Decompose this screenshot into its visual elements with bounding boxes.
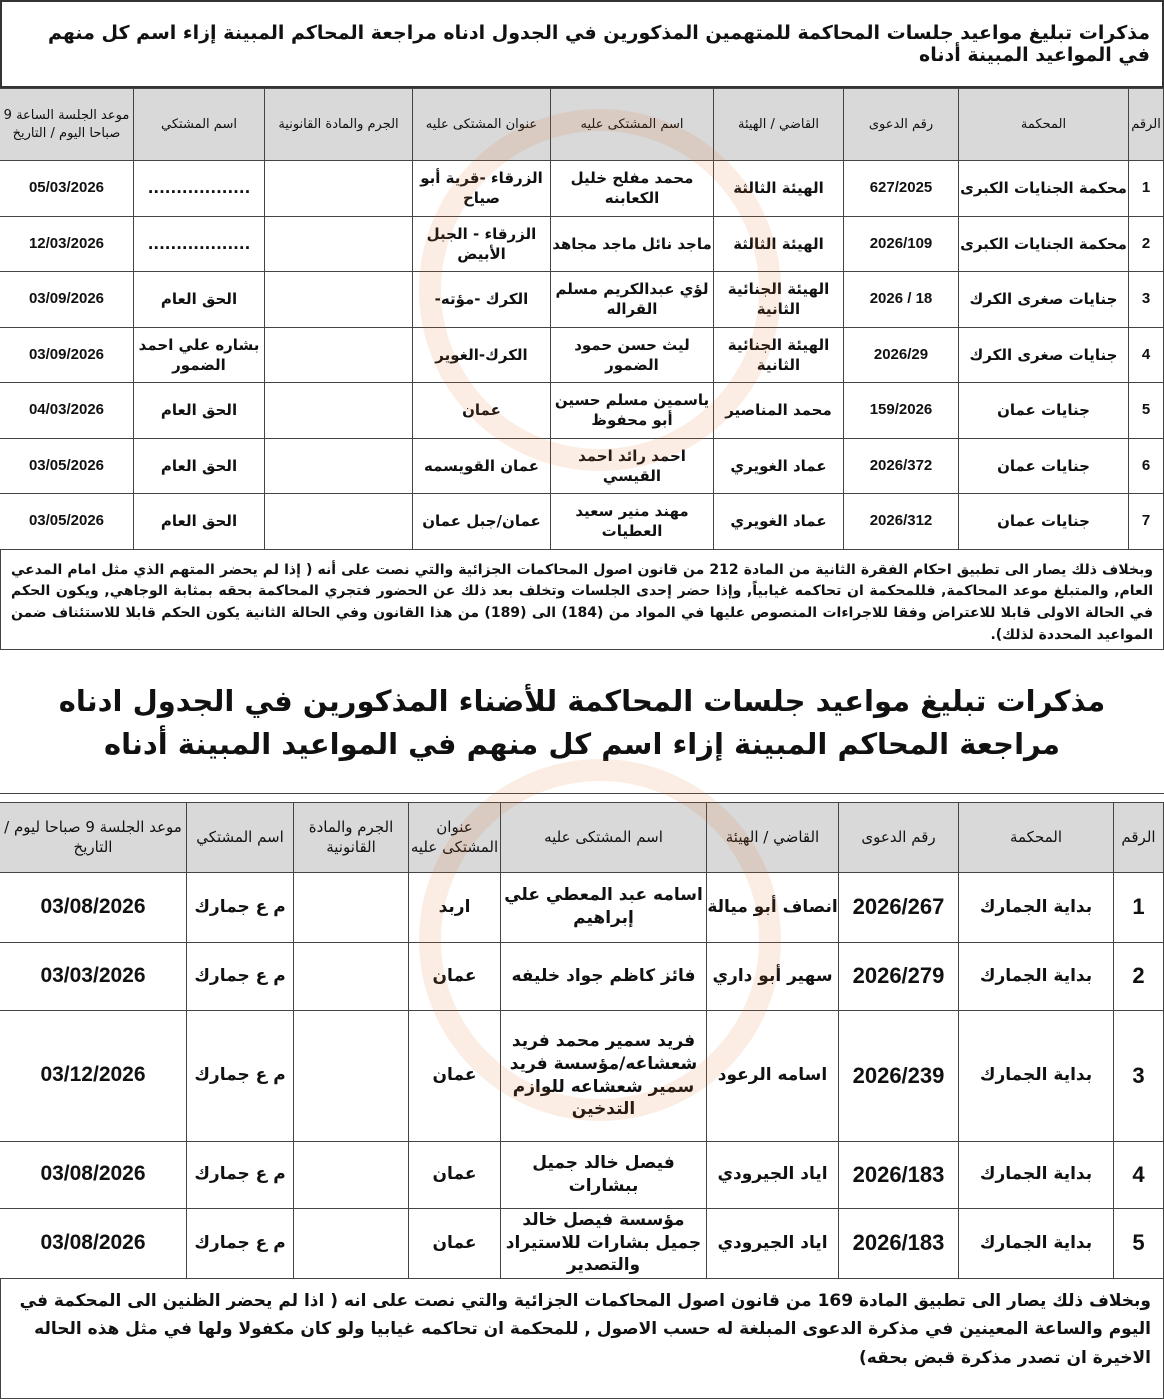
session-date-cell: 03/05/2026 bbox=[0, 438, 134, 494]
defendant-address-cell: الزرقاء -قرية أبو صياح bbox=[413, 161, 551, 217]
defendant-name-cell: مؤسسة فيصل خالد جميل بشارات للاستيراد والتصدير bbox=[501, 1208, 707, 1278]
judge-panel-cell: اياد الجيرودي bbox=[707, 1208, 839, 1278]
session-date-cell: 03/08/2026 bbox=[0, 1141, 187, 1208]
defendant-name-cell: لؤي عبدالكريم مسلم القراله bbox=[551, 272, 714, 328]
defendant-name-cell: ليث حسن حمود الضمور bbox=[551, 327, 714, 383]
header-case-number: رقم الدعوى bbox=[844, 89, 959, 161]
charge-article-cell bbox=[294, 1010, 409, 1141]
court-cell: بداية الجمارك bbox=[959, 1208, 1114, 1278]
judge-panel-cell: انصاف أبو ميالة bbox=[707, 872, 839, 942]
defendant-name-cell: فيصل خالد جميل ببشارات bbox=[501, 1141, 707, 1208]
complainant-name-cell: م ع جمارك bbox=[187, 1141, 294, 1208]
complainant-name-cell: م ع جمارك bbox=[187, 942, 294, 1010]
complainant-name-cell: الحق العام bbox=[134, 438, 265, 494]
judge-panel-cell: محمد المناصير bbox=[714, 383, 844, 439]
defendant-name-cell: اسامه عبد المعطي علي إبراهيم bbox=[501, 872, 707, 942]
header-defendant-address: عنوان المشتكى عليه bbox=[409, 802, 501, 872]
row-number-cell: 4 bbox=[1129, 327, 1164, 383]
defendant-name-cell: ياسمين مسلم حسين أبو محفوظ bbox=[551, 383, 714, 439]
charge-article-cell bbox=[294, 1208, 409, 1278]
row-number-cell: 4 bbox=[1114, 1141, 1164, 1208]
row-number-cell: 1 bbox=[1129, 161, 1164, 217]
court-cell: جنايات عمان bbox=[959, 438, 1129, 494]
defendant-name-cell: محمد مفلح خليل الكعابنه bbox=[551, 161, 714, 217]
header-defendant-name: اسم المشتكى عليه bbox=[551, 89, 714, 161]
case-number-cell: 627/2025 bbox=[844, 161, 959, 217]
table-row bbox=[0, 872, 1164, 942]
session-date-cell: 03/09/2026 bbox=[0, 272, 134, 328]
session-date-cell: 03/09/2026 bbox=[0, 327, 134, 383]
session-date-cell: 12/03/2026 bbox=[0, 216, 134, 272]
judge-panel-cell: الهيئة الثالثة bbox=[714, 216, 844, 272]
court-cell: جنايات صغرى الكرك bbox=[959, 327, 1129, 383]
table-row bbox=[0, 327, 1164, 383]
judge-panel-cell: عماد الغويري bbox=[714, 438, 844, 494]
case-number-cell: 2026/29 bbox=[844, 327, 959, 383]
row-number-cell: 2 bbox=[1114, 942, 1164, 1010]
complainant-name-cell: بشاره علي احمد الضمور bbox=[134, 327, 265, 383]
session-date-cell: 05/03/2026 bbox=[0, 161, 134, 217]
case-number-cell: 2026/372 bbox=[844, 438, 959, 494]
complainant-name-cell: الحق العام bbox=[134, 272, 265, 328]
defendant-name-cell: مهند منير سعيد العطيات bbox=[551, 494, 714, 550]
complainant-name-cell: .................. bbox=[134, 161, 265, 217]
table-row bbox=[0, 1141, 1164, 1208]
notice1-header-row bbox=[0, 89, 1164, 161]
notice2-header-row bbox=[0, 802, 1164, 872]
notice2-table bbox=[0, 802, 1164, 1279]
defendant-name-cell: ماجد نائل ماجد مجاهد bbox=[551, 216, 714, 272]
complainant-name-cell: م ع جمارك bbox=[187, 872, 294, 942]
defendant-address-cell: اربد bbox=[409, 872, 501, 942]
defendant-name-cell: فريد سمير محمد فريد شعشاعه/مؤسسة فريد سمير شعشاعه للوازم التدخين bbox=[501, 1010, 707, 1141]
row-number-cell: 3 bbox=[1129, 272, 1164, 328]
defendant-address-cell: عمان bbox=[409, 1141, 501, 1208]
header-session-date: موعد الجلسة 9 صباحا ليوم / التاريخ bbox=[0, 802, 187, 872]
court-cell: بداية الجمارك bbox=[959, 1010, 1114, 1141]
header-complainant-name: اسم المشتكي bbox=[187, 802, 294, 872]
court-cell: بداية الجمارك bbox=[959, 942, 1114, 1010]
case-number-cell: 2026/279 bbox=[839, 942, 959, 1010]
judge-panel-cell: الهيئة الجنائية الثانية bbox=[714, 272, 844, 328]
table-row bbox=[0, 383, 1164, 439]
header-charge-article: الجرم والمادة القانونية bbox=[265, 89, 413, 161]
table-row bbox=[0, 161, 1164, 217]
row-number-cell: 6 bbox=[1129, 438, 1164, 494]
judge-panel-cell: اياد الجيرودي bbox=[707, 1141, 839, 1208]
case-number-cell: 2026/109 bbox=[844, 216, 959, 272]
case-number-cell: 18 / 2026 bbox=[844, 272, 959, 328]
complainant-name-cell: الحق العام bbox=[134, 383, 265, 439]
charge-article-cell bbox=[265, 161, 413, 217]
charge-article-cell bbox=[265, 438, 413, 494]
session-date-cell: 03/05/2026 bbox=[0, 494, 134, 550]
complainant-name-cell: .................. bbox=[134, 216, 265, 272]
judge-panel-cell: سهير أبو داري bbox=[707, 942, 839, 1010]
table-row bbox=[0, 272, 1164, 328]
header-session-date: موعد الجلسة الساعة 9 صباحا اليوم / التاريخ bbox=[0, 89, 134, 161]
header-case-number: رقم الدعوى bbox=[839, 802, 959, 872]
row-number-cell: 5 bbox=[1129, 383, 1164, 439]
header-court: المحكمة bbox=[959, 802, 1114, 872]
defendant-address-cell: الكرك-الغوير bbox=[413, 327, 551, 383]
header-defendant-address: عنوان المشتكى عليه bbox=[413, 89, 551, 161]
table-row bbox=[0, 1208, 1164, 1278]
defendant-name-cell: فائز كاظم جواد خليفه bbox=[501, 942, 707, 1010]
charge-article-cell bbox=[294, 942, 409, 1010]
defendant-address-cell: عمان bbox=[409, 1208, 501, 1278]
judge-panel-cell: عماد الغويري bbox=[714, 494, 844, 550]
defendant-address-cell: عمان bbox=[409, 1010, 501, 1141]
session-date-cell: 03/03/2026 bbox=[0, 942, 187, 1010]
court-cell: جنايات عمان bbox=[959, 494, 1129, 550]
defendant-address-cell: عمان/جبل عمان bbox=[413, 494, 551, 550]
table-row bbox=[0, 216, 1164, 272]
case-number-cell: 2026/183 bbox=[839, 1208, 959, 1278]
header-row-number: الرقم bbox=[1114, 802, 1164, 872]
charge-article-cell bbox=[265, 272, 413, 328]
header-judge-panel: القاضي / الهيئة bbox=[714, 89, 844, 161]
judge-panel-cell: الهيئة الجنائية الثانية bbox=[714, 327, 844, 383]
charge-article-cell bbox=[294, 872, 409, 942]
notice1-footer-text: وبخلاف ذلك يصار الى تطبيق احكام الفقرة الثانية من المادة 212 من قانون اصول المحاكمات الجزائية والتي نصت على أنه ( إذا لم يحضر المتهم الذي مثل امام المدعي العام, والمتبلغ موعد المحاكمة, فللمحكمة ان تحاكمه غيابياً, وإذا حضر إحدى الجلسات وتخلف بعد ذلك عن الحضور فتجري المحاكمة بحقه بمثابة الوجاهي, ويكون الحكم في الحالة الاولى قابلا للاعتراض وفقا للاجراءات المنصوص عليها في المواد من (184) الى (189) من هذا القانون وفي الحالة الثانية يكون الحكم قابلا للاستئناف ضمن المواعيد المحددة لذلك). bbox=[0, 550, 1164, 650]
defendant-address-cell: الكرك -مؤته- bbox=[413, 272, 551, 328]
table-row bbox=[0, 942, 1164, 1010]
court-cell: بداية الجمارك bbox=[959, 1141, 1114, 1208]
judge-panel-cell: الهيئة الثالثة bbox=[714, 161, 844, 217]
charge-article-cell bbox=[265, 494, 413, 550]
case-number-cell: 2026/267 bbox=[839, 872, 959, 942]
row-number-cell: 5 bbox=[1114, 1208, 1164, 1278]
defendant-name-cell: احمد رائد احمد القيسي bbox=[551, 438, 714, 494]
row-number-cell: 2 bbox=[1129, 216, 1164, 272]
court-cell: محكمة الجنايات الكبرى bbox=[959, 216, 1129, 272]
court-cell: جنايات صغرى الكرك bbox=[959, 272, 1129, 328]
court-cell: بداية الجمارك bbox=[959, 872, 1114, 942]
header-row-number: الرقم bbox=[1129, 89, 1164, 161]
header-complainant-name: اسم المشتكي bbox=[134, 89, 265, 161]
defendant-address-cell: عمان bbox=[413, 383, 551, 439]
notice2-footer-text: وبخلاف ذلك يصار الى تطبيق المادة 169 من قانون اصول المحاكمات الجزائية والتي نصت على انه ( اذا لم يحضر الظنين الى المحكمة في اليوم والساعة المعينين في مذكرة الدعوى المبلغة له حسب الاصول , للمحكمة ان تحاكمه غيابيا ولو كان مكفولا ولها في مثل هذه الحاله الاخيرة ان تصدر مذكرة قبض بحقه) bbox=[0, 1279, 1164, 1399]
case-number-cell: 2026/239 bbox=[839, 1010, 959, 1141]
case-number-cell: 2026/312 bbox=[844, 494, 959, 550]
charge-article-cell bbox=[265, 327, 413, 383]
table-row bbox=[0, 438, 1164, 494]
session-date-cell: 03/12/2026 bbox=[0, 1010, 187, 1141]
row-number-cell: 1 bbox=[1114, 872, 1164, 942]
complainant-name-cell: م ع جمارك bbox=[187, 1208, 294, 1278]
session-date-cell: 03/08/2026 bbox=[0, 872, 187, 942]
header-charge-article: الجرم والمادة القانونية bbox=[294, 802, 409, 872]
complainant-name-cell: م ع جمارك bbox=[187, 1010, 294, 1141]
complainant-name-cell: الحق العام bbox=[134, 494, 265, 550]
defendant-address-cell: الزرقاء - الجبل الأبيض bbox=[413, 216, 551, 272]
case-number-cell: 159/2026 bbox=[844, 383, 959, 439]
court-cell: جنايات عمان bbox=[959, 383, 1129, 439]
notice1-title: مذكرات تبليغ مواعيد جلسات المحاكمة للمتهمين المذكورين في الجدول ادناه مراجعة المحاكم المبينة إزاء اسم كل منهم في المواعيد المبينة أدناه bbox=[0, 0, 1164, 88]
session-date-cell: 03/08/2026 bbox=[0, 1208, 187, 1278]
case-number-cell: 2026/183 bbox=[839, 1141, 959, 1208]
charge-article-cell bbox=[265, 383, 413, 439]
charge-article-cell bbox=[265, 216, 413, 272]
row-number-cell: 7 bbox=[1129, 494, 1164, 550]
defendant-address-cell: عمان bbox=[409, 942, 501, 1010]
notice1-table bbox=[0, 88, 1164, 550]
charge-article-cell bbox=[294, 1141, 409, 1208]
notice2-title: مذكرات تبليغ مواعيد جلسات المحاكمة للأضناء المذكورين في الجدول ادناه مراجعة المحاكم المبينة إزاء اسم كل منهم في المواعيد المبينة أدناه bbox=[0, 654, 1164, 794]
header-judge-panel: القاضي / الهيئة bbox=[707, 802, 839, 872]
header-defendant-name: اسم المشتكى عليه bbox=[501, 802, 707, 872]
header-court: المحكمة bbox=[959, 89, 1129, 161]
session-date-cell: 04/03/2026 bbox=[0, 383, 134, 439]
court-cell: محكمة الجنايات الكبرى bbox=[959, 161, 1129, 217]
row-number-cell: 3 bbox=[1114, 1010, 1164, 1141]
judge-panel-cell: اسامه الرعود bbox=[707, 1010, 839, 1141]
defendant-address-cell: عمان القويسمه bbox=[413, 438, 551, 494]
table-row bbox=[0, 494, 1164, 550]
table-row bbox=[0, 1010, 1164, 1141]
